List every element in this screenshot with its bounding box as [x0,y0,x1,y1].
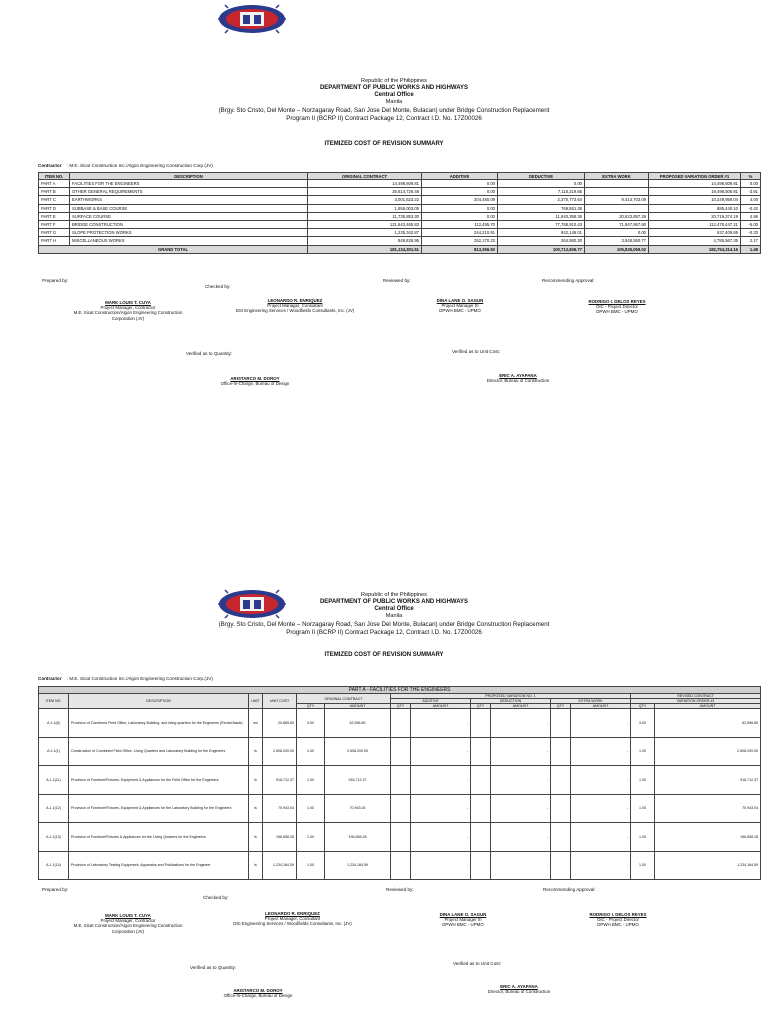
signatory-enriquez [200,911,385,927]
cell-description: MISCELLANEOUS WORKS [70,237,308,245]
cell-proposed: 112,478,447.21 [649,220,741,228]
cell-proposed: 182,754,314.16 [649,245,741,253]
signatory-name: MARK LOUIS T. CUYA [105,913,151,918]
cell-original: 26,614,726.48 [308,188,422,196]
contractor-line [38,676,213,681]
cell-extra-work: 9,414,703.09 [585,196,649,204]
cell-extra-qty [551,794,571,823]
col-revised-contract: REVISED CONTRACT [631,694,761,699]
signatory-cuya [38,300,218,321]
cell-description: BRIDGE CONSTRUCTION [70,220,308,228]
cell-original-qty: 1.00 [297,823,325,852]
cell-revised-amount: 918,712.37 [655,766,761,795]
cell-original: 3,001,523.22 [308,196,422,204]
cell-revised-amount: 2,608,200.00 [655,737,761,766]
cell-description: Provision of Furniture/Fixtures, Equipment & Appliances for the Field Office for the Engineers [69,766,249,795]
signatory-role: Project Manager, Contractor [100,305,156,311]
cell-original: 121,543,465.83 [308,220,422,228]
cell-item-no: A.1.1(14) [39,851,69,880]
signatory-name: RODRIGO I. DELOS REYES [588,299,646,304]
cell-extra-qty [551,823,571,852]
signatory-role: Office-In-Charge, Bureau of Design [220,381,290,387]
table-row [39,204,761,212]
table-row [39,766,761,795]
verified-unit-cost-label: Verified as to Unit Cost: [453,961,502,966]
cell-extra-work [585,180,649,188]
cell-original-qty: 1.00 [297,851,325,880]
cell-extra-work: 0.00 [585,229,649,237]
table-row [39,212,761,220]
cell-revised-amount: 70,943.04 [655,794,761,823]
verified-quantity-label: Verified as to Quantity: [190,965,237,970]
cell-deduction-qty [471,737,491,766]
cell-additive-qty [391,823,411,852]
summary-page [0,0,768,500]
grand-total-row [39,245,761,253]
cell-item-no: A.1.1(12) [39,794,69,823]
col-amount: AMOUNT [325,704,391,709]
cell-deduction-amount: - [491,794,551,823]
cell-item-no: PART H [39,237,70,245]
table-row [39,220,761,228]
signatory-name: LEONARDO R. ENRIQUEZ [267,298,323,303]
reviewed-by-label: Reviewed by: [386,887,414,892]
checked-by-label: Checked by: [203,895,229,900]
cell-extra-work: 71,847,957.90 [585,220,649,228]
cell-item-no: A.1.1(1) [39,737,69,766]
cell-original-qty: 1.00 [297,737,325,766]
signatory-org-2: Corporation (JV) [111,928,145,934]
col-proposed-variation: PROPOSED VARIATION NO. 1 [391,694,631,699]
cell-unit: mo [249,709,263,738]
cell-original-amount: 1,234,184.59 [325,851,391,880]
cell-description: Provision of Combined Field Office, Laboratory Building, and living quarters for the Engineers (Rental Basis) [69,709,249,738]
col-qty: QTY [297,704,325,709]
signatory-org: DPWH BMC - UPMO [597,922,639,928]
table-row [39,823,761,852]
cell-proposed: 14,498,609.81 [649,180,741,188]
signatory-role: Project Manager, Consultant [267,303,323,309]
signatory-name: DINA LANE O. SAGUN [439,912,487,917]
signatory-role: Project Manager III [441,303,479,309]
cell-item-no: PART C [39,196,70,204]
cell-revised-amount: 62,596.80 [655,709,761,738]
cell-extra-amount: - [571,823,631,852]
col-unit-cost: UNIT COST [263,694,297,709]
signatory-name: ERIC A. AYAPANA [499,373,537,378]
grand-total-label: GRAND TOTAL [39,245,308,253]
table-row [39,180,761,188]
summary-header-row [39,173,761,180]
col-amount: AMOUNT [491,704,551,709]
col-additive: ADDITIVE [391,699,471,704]
cell-percent: -0.42 [741,204,761,212]
project-line-2: Program II (BCRP II) Contract Package 12, Contract I.D. No. 17Z00026 [286,628,482,636]
table-row [39,737,761,766]
cell-percent: -5.00 [741,220,761,228]
cell-deductive: 2,370,773.64 [498,196,585,204]
cell-deductive: 11,640,358.36 [498,212,585,220]
col-amount: AMOUNT [655,704,761,709]
cell-percent: 4.96 [741,212,761,220]
cell-unit-cost: 196,658.28 [263,823,297,852]
cell-unit: ls [249,766,263,795]
recommending-label: Recommending Approval: [542,278,595,283]
cell-original: 14,498,609.81 [308,180,422,188]
signatory-doroy [200,376,310,386]
cell-deduction-amount: - [491,766,551,795]
signatory-org: DSI Engineering Services / Woodfields Consultants, Inc. (JV) [235,308,355,314]
cell-extra-amount: - [571,709,631,738]
cell-deductive: 0.00 [498,180,585,188]
cell-original: 849,826.95 [308,237,422,245]
cell-deduction-amount: - [491,709,551,738]
detail-table [38,686,761,880]
city-name: Manila [385,613,403,619]
cell-additive: 813,356.92 [422,245,498,253]
cell-unit: ls [249,823,263,852]
cell-extra-qty [551,766,571,795]
signatory-ayapana [464,984,574,994]
cell-item-no: PART G [39,229,70,237]
signatory-name: ERIC A. AYAPANA [500,984,538,989]
cell-additive: 252,170.22 [422,237,498,245]
cell-original-amount: 918,712.37 [325,766,391,795]
cell-proposed: 20,719,374.19 [649,212,741,220]
cell-description: OTHER GENERAL REQUIREMENTS [70,188,308,196]
signatory-name: ARISTARCO M. DOROY [233,988,283,993]
cell-extra-work [585,188,649,196]
cell-additive-amount: - [411,794,471,823]
cell-item-no: A.1.1(8) [39,709,69,738]
cell-original-amount: 62,596.80 [325,709,391,738]
cell-item-no: PART E [39,212,70,220]
cell-item-no: PART A [39,180,70,188]
cell-deduction-amount: - [491,823,551,852]
recommending-label: Recommending Approval: [543,887,596,892]
signatory-role: Project Manager III [444,917,482,923]
cell-extra-amount: - [571,737,631,766]
col-extra-work: EXTRA WORK [585,173,649,180]
signatory-cuya [38,913,218,934]
cell-extra-qty [551,851,571,880]
verified-quantity-label: Verified as to Quantity: [186,351,233,356]
cell-proposed: 885,440.10 [649,204,741,212]
cell-percent: 2.17 [741,237,761,245]
cell-deduction-qty [471,823,491,852]
cell-description: SLOPE PROTECTION WORKS [70,229,308,237]
cell-deduction-qty [471,766,491,795]
header-text [0,78,768,123]
signatory-sagun [413,912,513,928]
signatory-org: DPWH BMC - UPMO [596,309,638,315]
cell-deductive: 7,116,219.65 [498,188,585,196]
col-original-contract: ORIGINAL CONTRACT [308,173,422,180]
signatory-name: MARK LOUIS T. CUYA [105,300,151,305]
cell-item-no: PART B [39,188,70,196]
cell-extra-qty [551,737,571,766]
cell-unit: ls [249,851,263,880]
cell-description: EARTHWORKS [70,196,308,204]
signatory-role: OIC - Project Director [597,917,639,923]
cell-unit-cost: 20,865.60 [263,709,297,738]
cell-deductive: 842,145.01 [498,229,585,237]
col-description: DESCRIPTION [69,694,249,709]
col-qty: QTY [391,704,411,709]
cell-description: SUBBASE & BASE COURSE [70,204,308,212]
cell-additive: 0.00 [422,212,498,220]
cell-additive-amount: - [411,709,471,738]
signatory-org: DSI Engineering Services / Woodfields Consultants, Inc. (JV) [233,921,352,927]
checked-by-label: Checked by: [205,284,231,289]
cell-description: Provision of Laboratory Testing Equipment, Apparatus and Publications for the Engineer [69,851,249,880]
republic-text: Republic of the Philippines [361,78,427,84]
cell-revised-qty: 1.00 [631,737,655,766]
cell-revised-amount: 1,234,184.59 [655,851,761,880]
signatory-role: Director, Bureau of Construction [487,989,551,995]
signatory-org-2: Corporation (JV) [111,315,145,321]
cell-revised-amount: 196,658.28 [655,823,761,852]
cell-unit: ls [249,737,263,766]
table-row [39,851,761,880]
cell-description: Construction of Combined Field Office, Living Quarters and Laboratory Building for the Engineers [69,737,249,766]
document-header [0,0,768,122]
cell-revised-qty: 1.00 [631,794,655,823]
cell-original-amount: 2,608,200.00 [325,737,391,766]
project-line-2: Program II (BCRP II) Contract Package 12, Contract I.D. No. 17Z00026 [286,114,482,122]
table-row [39,794,761,823]
signatory-role: Project Manager, Contractor [100,918,156,924]
cell-unit-cost: 918,712.37 [263,766,297,795]
signatory-org: M.E. Sicat Construction/Algon Engineering Construction [73,310,183,316]
cell-item-no: A.1.1(11) [39,766,69,795]
col-original-contract: ORIGINAL CONTRACT [297,694,391,704]
col-unit: UNIT [249,694,263,709]
cell-original-qty: 1.00 [297,766,325,795]
cell-proposed: 19,498,506.81 [649,188,741,196]
col-item-no: ITEM NO. [39,173,70,180]
table-row [39,229,761,237]
signatory-delos-reyes [567,299,667,315]
cell-proposed: 637,409.65 [649,229,741,237]
cell-extra-amount: - [571,766,631,795]
signatory-role: Project Manager, Consultant [264,916,321,922]
table-row [39,709,761,738]
cell-description: Provision of Furniture/Fixtures & Appliances for the Living Quarters for the Engineers [69,823,249,852]
republic-text: Republic of the Philippines [361,592,427,598]
cell-additive: 0.00 [422,188,498,196]
table-row [39,196,761,204]
cell-extra-work: 3,948,550.77 [585,237,649,245]
cell-deductive: 77,788,910.43 [498,220,585,228]
cell-additive: 204,480.09 [422,196,498,204]
prepared-by-label: Prepared by: [42,278,69,283]
prepared-by-label: Prepared by: [42,887,69,892]
reviewed-by-label: Reviewed by: [383,278,411,283]
cell-additive: 0.00 [422,204,498,212]
cell-unit: ls [249,794,263,823]
signatory-delos-reyes [568,912,668,928]
cell-additive: 112,495.70 [422,220,498,228]
project-line-1: (Brgy. Sto Cristo, Del Monte – Norzagaray Road, San Jose Del Monte, Bulacan) under Bridge Construction Replacement [218,621,550,628]
cell-additive: 244,210.91 [422,229,498,237]
dpwh-seal-icon [218,4,286,34]
signatory-name: LEONARDO R. ENRIQUEZ [265,911,320,916]
col-extra-work: EXTRA WORK [551,699,631,704]
signatory-role: Office-In-Charge, Bureau of Design [223,993,293,999]
cell-description: Provision of Furniture/Fixtures, Equipment & Appliances for the Laboratory Building for the Engineers [69,794,249,823]
col-qty: QTY [551,704,571,709]
cell-proposed: 4,785,567.35 [649,237,741,245]
office-name: Central Office [374,606,414,612]
signatory-org: DPWH BMC - UPMO [439,308,481,314]
col-deduction: DEDUCTION [471,699,551,704]
cell-additive-amount: - [411,823,471,852]
col-percent: % [741,173,761,180]
col-item-no: ITEM NO. [39,694,69,709]
header-text [0,592,768,637]
cell-description: FACILITIES FOR THE ENGINEERS [70,180,308,188]
cell-additive-qty [391,851,411,880]
col-amount: AMOUNT [571,704,631,709]
page-title: ITEMIZED COST OF REVISION SUMMARY [324,652,444,658]
cell-additive-qty [391,766,411,795]
cell-unit-cost: 2,608,200.00 [263,737,297,766]
cell-original: 1,655,003.05 [308,204,422,212]
cell-deduction-qty [471,709,491,738]
col-proposed-vo: PROPOSED VARIATION ORDER #1 [649,173,741,180]
signatory-sagun [410,298,510,314]
col-deductive: DEDUCTIVE [498,173,585,180]
part-title: PART A - FACILITIES FOR THE ENGINEERS [39,687,761,694]
department-name: DEPARTMENT OF PUBLIC WORKS AND HIGHWAYS [319,599,469,605]
cell-original-amount: 70,943.04 [325,794,391,823]
signatory-name: RODRIGO I. DELOS REYES [589,912,647,917]
col-description: DESCRIPTION [70,173,308,180]
cell-original: 11,735,853.30 [308,212,422,220]
cell-additive-amount: - [411,851,471,880]
cell-percent: -0.33 [741,229,761,237]
contractor-line [38,163,213,168]
cell-item-no: A.1.1(13) [39,823,69,852]
signatory-doroy [203,988,313,998]
cell-unit-cost: 70,943.04 [263,794,297,823]
summary-table [38,172,761,254]
cell-additive-amount: - [411,737,471,766]
cell-unit-cost: 1,234,184.59 [263,851,297,880]
table-row [39,237,761,245]
cell-deductive: 769,551.38 [498,204,585,212]
cell-additive-qty [391,737,411,766]
col-qty: QTY [631,704,655,709]
cell-extra-work: 105,835,069.02 [585,245,649,253]
cell-revised-qty: 3.00 [631,709,655,738]
cell-percent: -3.91 [741,188,761,196]
cell-extra-work [585,204,649,212]
cell-description: SURFACE COURSE [70,212,308,220]
contractor-value: : M.E. Sicat Construction Inc./Algon Engineering Construction Corp.(JV) [66,163,213,168]
signatory-org: DPWH BMC - UPMO [442,922,484,928]
cell-additive-qty [391,709,411,738]
cell-item-no: PART D [39,204,70,212]
cell-additive-amount: - [411,766,471,795]
signatory-role: OIC - Project Director [596,304,638,310]
col-amount: AMOUNT [411,704,471,709]
cell-original: 1,235,342.87 [308,229,422,237]
table-row [39,188,761,196]
cell-deduction-amount: - [491,851,551,880]
cell-original-amount: 196,658.28 [325,823,391,852]
cell-item-no: PART F [39,220,70,228]
cell-extra-amount: - [571,794,631,823]
verified-unit-cost-label: Verified as to Unit Cost: [452,349,501,354]
city-name: Manila [385,99,403,105]
cell-extra-work: 20,623,857.26 [585,212,649,220]
cell-deduction-amount: - [491,737,551,766]
signatory-ayapana [463,373,573,383]
department-name: DEPARTMENT OF PUBLIC WORKS AND HIGHWAYS [319,85,469,91]
cell-original-qty: 1.00 [297,794,325,823]
col-revised-sub: VARIATION ORDER #1 [631,699,761,704]
col-additive: ADDITIVE [422,173,498,180]
signatory-enriquez [205,298,385,314]
cell-revised-qty: 1.00 [631,823,655,852]
contractor-label: Contractor [38,163,62,168]
cell-percent: 4.00 [741,196,761,204]
signatory-org: M.E. Sicat Construction/Algon Engineering Construction [73,923,183,929]
cell-additive-qty [391,794,411,823]
cell-proposed: 10,249,959.04 [649,196,741,204]
cell-additive: 0.00 [422,180,498,188]
cell-original: 181,134,301.51 [308,245,422,253]
cell-deductive: 264,980.30 [498,237,585,245]
signatory-name: ARISTARCO M. DOROY [230,376,280,381]
detail-page [0,545,768,1024]
office-name: Central Office [374,92,414,98]
contractor-label: Contractor [38,676,62,681]
cell-percent: 0.00 [741,180,761,188]
cell-original-qty: 3.00 [297,709,325,738]
cell-revised-qty: 1.00 [631,766,655,795]
page-title: ITEMIZED COST OF REVISION SUMMARY [324,141,444,147]
signatory-role: Director, Bureau of Construction [486,378,550,384]
contractor-value: : M.E. Sicat Construction Inc./Algon Engineering Construction Corp.(JV) [66,676,213,681]
project-line-1: (Brgy. Sto Cristo, Del Monte – Norzagaray Road, San Jose Del Monte, Bulacan) under Bridge Construction Replacement [218,107,550,114]
signatory-name: DINA LANE O. SAGUN [436,298,484,303]
cell-deductive: 100,712,836.77 [498,245,585,253]
cell-extra-amount: - [571,851,631,880]
cell-percent: 1.48 [741,245,761,253]
cell-deduction-qty [471,794,491,823]
cell-revised-qty: 1.00 [631,851,655,880]
cell-extra-qty [551,709,571,738]
cell-deduction-qty [471,851,491,880]
col-qty: QTY [471,704,491,709]
